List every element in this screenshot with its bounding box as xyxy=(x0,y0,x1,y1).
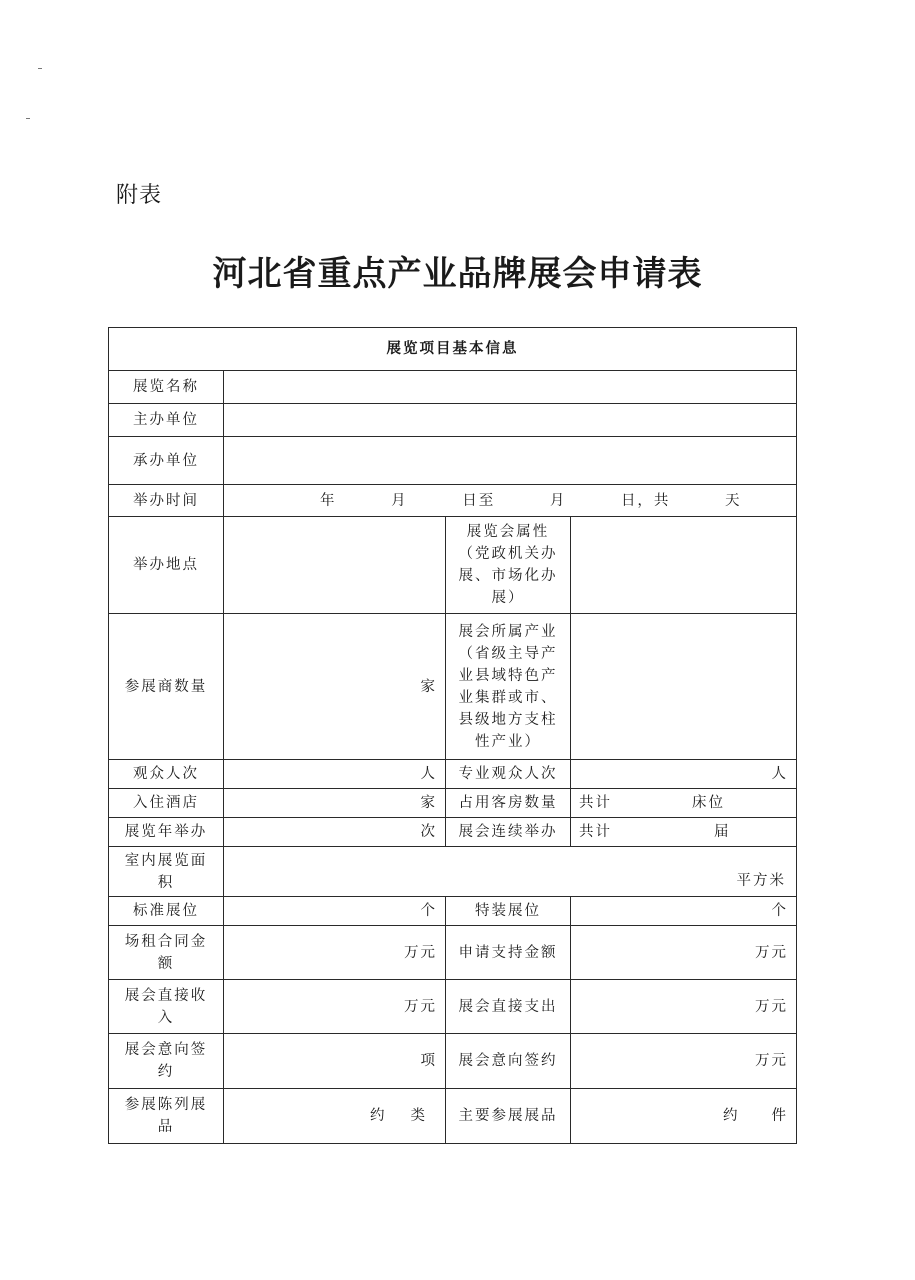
unit-ren: 人 xyxy=(771,766,788,782)
field-indoor-area[interactable] xyxy=(224,847,797,897)
field-rooms[interactable] xyxy=(571,789,797,818)
date-year: 年 xyxy=(320,492,337,509)
scan-speck xyxy=(38,68,42,69)
unit-yue: 约 xyxy=(723,1108,740,1124)
unit-wanyuan: 万元 xyxy=(755,944,788,961)
field-main-items[interactable] xyxy=(571,1089,797,1144)
field-venue[interactable] xyxy=(224,517,446,614)
unit-yue: 约 xyxy=(370,1108,387,1124)
application-form-table xyxy=(108,327,797,1144)
unit-jia: 家 xyxy=(420,795,437,811)
label-intent-amount: 展会意向签约 xyxy=(446,1034,571,1089)
field-organizer[interactable] xyxy=(224,404,797,437)
label-support-amount: 申请支持金额 xyxy=(446,926,571,980)
unit-ge: 个 xyxy=(420,903,437,919)
unit-ge: 个 xyxy=(771,903,788,919)
unit-lei: 类 xyxy=(410,1108,427,1124)
field-special-booth[interactable] xyxy=(571,897,797,926)
label-main-items: 主要参展展品 xyxy=(446,1089,571,1144)
label-venue: 举办地点 xyxy=(109,517,224,614)
field-intent-count[interactable] xyxy=(224,1034,446,1089)
unit-xiang: 项 xyxy=(420,1053,437,1069)
label-exhibit-items: 参展陈列展品 xyxy=(109,1089,224,1144)
unit-gongji: 共计 xyxy=(579,824,612,840)
unit-ci: 次 xyxy=(420,824,437,840)
date-day-total: 日，共 xyxy=(620,492,671,509)
unit-gongji: 共计 xyxy=(579,795,612,811)
field-exhibit-items[interactable] xyxy=(224,1089,446,1144)
label-exhibition-name: 展览名称 xyxy=(109,371,224,404)
field-consecutive[interactable] xyxy=(571,818,797,847)
label-intent-count: 展会意向签约 xyxy=(109,1034,224,1089)
field-visitors[interactable] xyxy=(224,760,446,789)
label-special-booth: 特装展位 xyxy=(446,897,571,926)
label-pro-visitors: 专业观众人次 xyxy=(446,760,571,789)
unit-wanyuan: 万元 xyxy=(755,1053,788,1069)
field-attribute[interactable] xyxy=(571,517,797,614)
field-venue-rent[interactable] xyxy=(224,926,446,980)
unit-sqm: 平方米 xyxy=(736,873,786,889)
field-annual[interactable] xyxy=(224,818,446,847)
field-undertaker[interactable] xyxy=(224,437,797,485)
unit-chuangwei: 床位 xyxy=(692,795,725,811)
date-month: 月 xyxy=(391,492,408,509)
label-std-booth: 标准展位 xyxy=(109,897,224,926)
unit-wanyuan: 万元 xyxy=(404,998,437,1015)
unit-ren: 人 xyxy=(420,766,437,782)
label-direct-expense: 展会直接支出 xyxy=(446,980,571,1034)
unit-wanyuan: 万元 xyxy=(755,998,788,1015)
page-title: 河北省重点产业品牌展会申请表 xyxy=(212,254,703,294)
field-exhibitors[interactable] xyxy=(224,614,446,760)
label-hotels: 入住酒店 xyxy=(109,789,224,818)
field-std-booth[interactable] xyxy=(224,897,446,926)
section-header: 展览项目基本信息 xyxy=(109,328,797,371)
label-indoor-area: 室内展览面积 xyxy=(109,847,224,897)
field-direct-income[interactable] xyxy=(224,980,446,1034)
label-attribute: 展览会属性（党政机关办展、市场化办展） xyxy=(446,517,571,614)
field-pro-visitors[interactable] xyxy=(571,760,797,789)
attachment-label: 附表 xyxy=(116,183,163,208)
unit-jian: 件 xyxy=(771,1108,788,1124)
unit-wanyuan: 万元 xyxy=(404,944,437,961)
label-venue-rent: 场租合同金额 xyxy=(109,926,224,980)
field-hotels[interactable] xyxy=(224,789,446,818)
label-time: 举办时间 xyxy=(109,485,224,517)
label-annual: 展览年举办 xyxy=(109,818,224,847)
date-days: 天 xyxy=(725,492,742,509)
label-consecutive: 展会连续举办 xyxy=(446,818,571,847)
scan-speck xyxy=(26,118,30,119)
label-industry: 展会所属产业（省级主导产业县域特色产业集群或市、县级地方支柱性产业） xyxy=(446,614,571,760)
field-industry[interactable] xyxy=(571,614,797,760)
field-time[interactable] xyxy=(224,485,797,517)
unit-jie: 届 xyxy=(714,824,731,840)
date-month-2: 月 xyxy=(549,492,567,509)
label-exhibitors: 参展商数量 xyxy=(109,614,224,760)
field-exhibition-name[interactable] xyxy=(224,371,797,404)
label-visitors: 观众人次 xyxy=(109,760,224,789)
unit-jia: 家 xyxy=(420,678,437,695)
label-rooms: 占用客房数量 xyxy=(446,789,571,818)
label-direct-income: 展会直接收入 xyxy=(109,980,224,1034)
label-organizer: 主办单位 xyxy=(109,404,224,437)
field-intent-amount[interactable] xyxy=(571,1034,797,1089)
field-direct-expense[interactable] xyxy=(571,980,797,1034)
label-undertaker: 承办单位 xyxy=(109,437,224,485)
field-support-amount[interactable] xyxy=(571,926,797,980)
date-day-to: 日至 xyxy=(462,492,496,509)
